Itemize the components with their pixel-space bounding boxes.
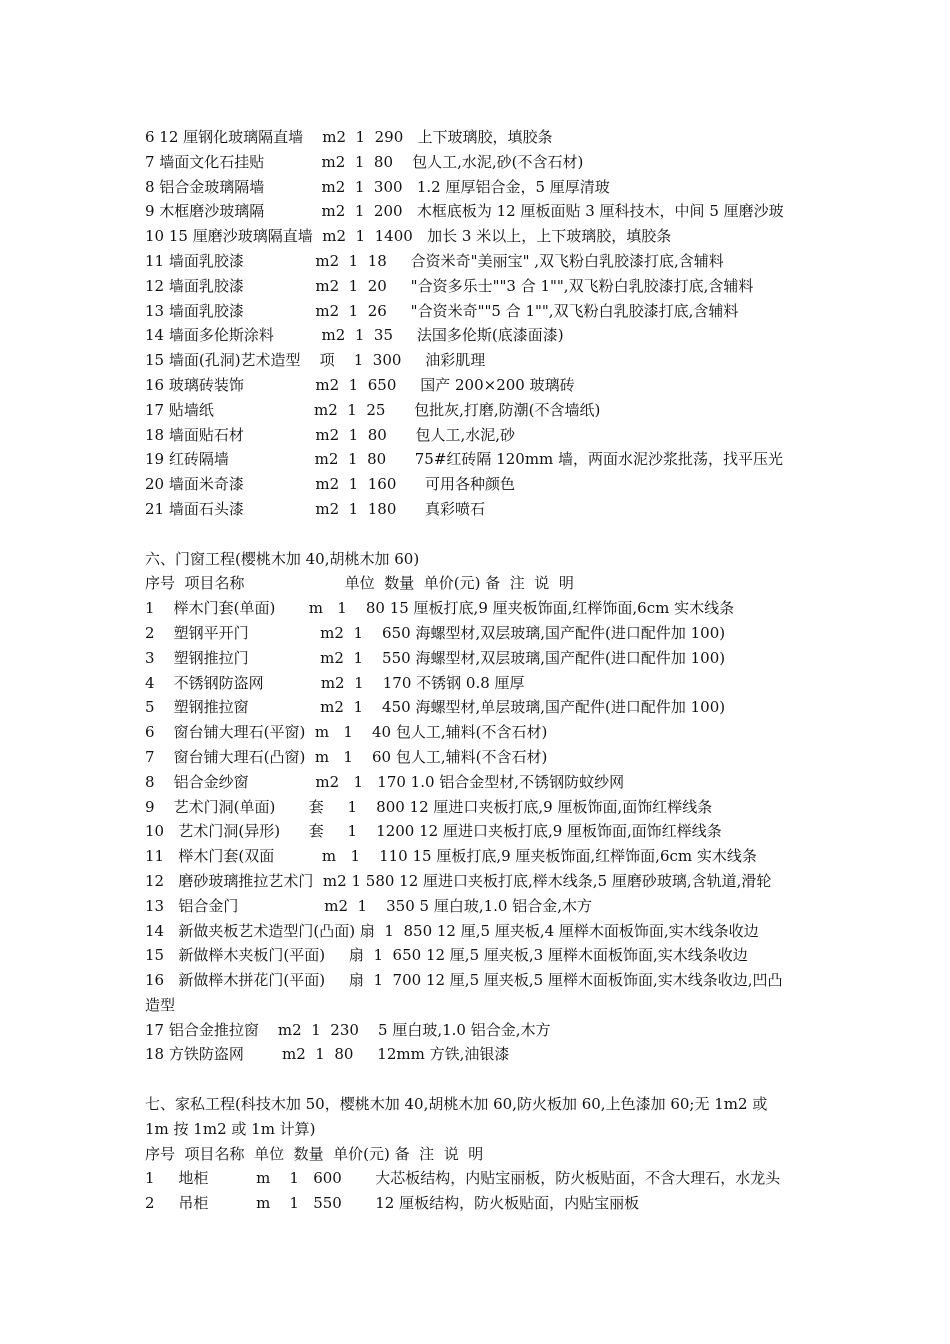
list-item: 4 不锈钢防盗网 m2 1 170 不锈钢 0.8 厘厚	[145, 673, 525, 692]
list-item: 6 窗台铺大理石(平窗) m 1 40 包人工,辅料(不含石材)	[145, 723, 548, 742]
section-title: 六、门窗工程(樱桃木加 40,胡桃木加 60)	[145, 549, 420, 568]
spacer	[145, 1067, 815, 1092]
list-item: 5 塑钢推拉窗 m2 1 450 海螺型材,单层玻璃,国产配件(进口配件加 100)	[145, 698, 726, 717]
list-item: 17 贴墙纸 m2 1 25 包批灰,打磨,防潮(不含墙纸)	[145, 400, 601, 419]
list-item: 14 墙面多伦斯涂料 m2 1 35 法国多伦斯(底漆面漆)	[145, 326, 564, 345]
list-item: 13 墙面乳胶漆 m2 1 26 "合资米奇""5 合 1"",双飞粉白乳胶漆打底,含辅料	[145, 301, 739, 320]
table-header: 序号 项目名称 单位 数量 单价(元) 备 注 说 明	[145, 1144, 484, 1163]
list-item: 14 新做夹板艺术造型门(凸面) 扇 1 850 12 厘,5 厘夹板,4 厘榉木面板饰面,实木线条收边	[145, 921, 759, 940]
list-item: 17 铝合金推拉窗 m2 1 230 5 厘白玻,1.0 铝合金,木方	[145, 1020, 551, 1039]
list-item: 16 新做榉木拼花门(平面) 扇 1 700 12 厘,5 厘夹板,5 厘榉木面板饰面,实木线条收边,凹凸	[145, 971, 783, 990]
list-item: 7 墙面文化石挂贴 m2 1 80 包人工,水泥,砂(不含石材)	[145, 152, 584, 171]
spacer	[145, 522, 815, 547]
section-title-continuation: 1m 按 1m2 或 1m 计算)	[145, 1119, 316, 1138]
document-page	[145, 125, 815, 1216]
list-item: 21 墙面石头漆 m2 1 180 真彩喷石	[145, 499, 485, 518]
list-item: 7 窗台铺大理石(凸窗) m 1 60 包人工,辅料(不含石材)	[145, 747, 548, 766]
wall-items-list	[145, 125, 815, 522]
list-item: 1 地柜 m 1 600 大芯板结构，内贴宝丽板，防火板贴面，不含大理石，水龙头	[145, 1169, 781, 1188]
list-item: 8 铝合金玻璃隔墙 m2 1 300 1.2 厘厚铝合金，5 厘厚清玻	[145, 177, 610, 196]
furniture-section	[145, 1092, 815, 1216]
section-title: 七、家私工程(科技木加 50，樱桃木加 40,胡桃木加 60,防火板加 60,上色漆加 60;无 1m2 或	[145, 1095, 768, 1114]
list-item: 19 红砖隔墙 m2 1 80 75#红砖隔 120mm 墙，两面水泥沙浆批荡，找平压光	[145, 450, 784, 469]
list-item: 12 墙面乳胶漆 m2 1 20 "合资多乐士""3 合 1"",双飞粉白乳胶漆打底,含辅料	[145, 276, 754, 295]
list-item: 6 12 厘钢化玻璃隔直墙 m2 1 290 上下玻璃胶，填胶条	[145, 128, 553, 146]
doors-windows-section	[145, 547, 815, 1068]
list-item: 15 新做榉木夹板门(平面) 扇 1 650 12 厘,5 厘夹板,3 厘榉木面板饰面,实木线条收边	[145, 946, 748, 965]
list-item: 12 磨砂玻璃推拉艺术门 m2 1 580 12 厘进口夹板打底,榉木线条,5 厘磨砂玻璃,含轨道,滑轮	[145, 871, 772, 890]
list-item: 11 榉木门套(双面 m 1 110 15 厘板打底,9 厘夹板饰面,红榉饰面,6cm 实木线条	[145, 847, 757, 866]
list-item: 9 木框磨沙玻璃隔 m2 1 200 木框底板为 12 厘板面贴 3 厘科技木，中间 5 厘磨沙玻	[145, 202, 784, 221]
list-item: 18 墙面贴石材 m2 1 80 包人工,水泥,砂	[145, 425, 515, 444]
list-item: 1 榉木门套(单面) m 1 80 15 厘板打底,9 厘夹板饰面,红榉饰面,6cm 实木线条	[145, 599, 735, 618]
list-item: 9 艺术门洞(单面) 套 1 800 12 厘进口夹板打底,9 厘板饰面,面饰红榉线条	[145, 797, 713, 816]
list-item: 13 铝合金门 m2 1 350 5 厘白玻,1.0 铝合金,木方	[145, 896, 593, 915]
list-item: 3 塑钢推拉门 m2 1 550 海螺型材,双层玻璃,国产配件(进口配件加 100)	[145, 648, 726, 667]
table-header: 序号 项目名称 单位 数量 单价(元) 备 注 说 明	[145, 574, 574, 593]
list-item: 20 墙面米奇漆 m2 1 160 可用各种颜色	[145, 475, 515, 494]
list-item: 11 墙面乳胶漆 m2 1 18 合资米奇"美丽宝" ,双飞粉白乳胶漆打底,含辅料	[145, 251, 724, 270]
list-item: 2 塑钢平开门 m2 1 650 海螺型材,双层玻璃,国产配件(进口配件加 100)	[145, 623, 726, 642]
list-item: 2 吊柜 m 1 550 12 厘板结构，防火板贴面，内贴宝丽板	[145, 1194, 640, 1213]
list-item: 10 艺术门洞(异形) 套 1 1200 12 厘进口夹板打底,9 厘板饰面,面饰红榉线条	[145, 822, 722, 841]
list-item: 8 铝合金纱窗 m2 1 170 1.0 铝合金型材,不锈钢防蚊纱网	[145, 772, 625, 791]
list-item: 16 玻璃砖装饰 m2 1 650 国产 200×200 玻璃砖	[145, 375, 575, 394]
list-item-continuation: 造型	[145, 995, 176, 1014]
list-item: 10 15 厘磨沙玻璃隔直墙 m2 1 1400 加长 3 米以上，上下玻璃胶，填胶条	[145, 227, 672, 246]
list-item: 18 方铁防盗网 m2 1 80 12mm 方铁,油银漆	[145, 1045, 510, 1064]
list-item: 15 墙面(孔洞)艺术造型 项 1 300 油彩肌理	[145, 351, 486, 370]
